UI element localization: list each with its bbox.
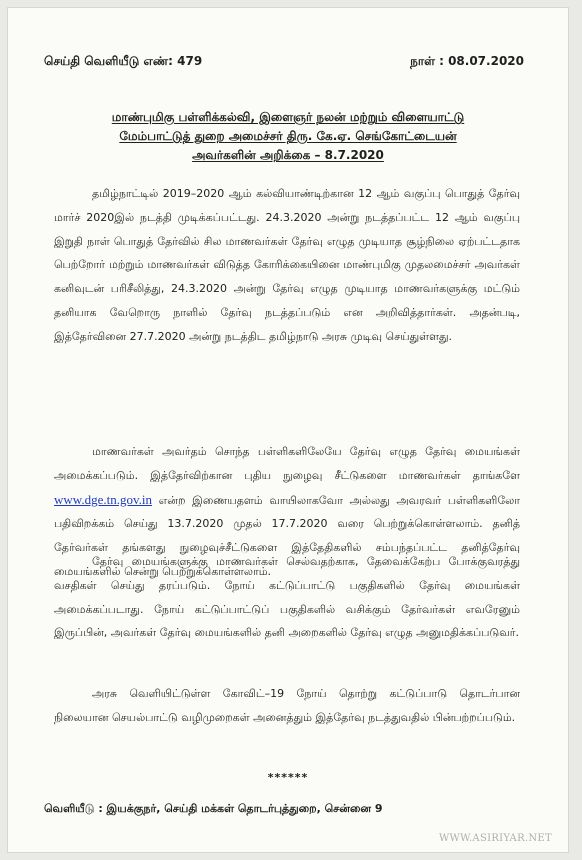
title-line-2: மேம்பாட்டுத் துறை அமைச்சர் திரு. கே.ஏ. செங்கோட்டையன்	[119, 129, 457, 143]
release-date: நாள் : 08.07.2020	[410, 54, 524, 68]
watermark: WWW.ASIRIYAR.NET	[438, 833, 552, 844]
paragraph-exam-rescheduling: தமிழ்நாட்டில் 2019–2020 ஆம் கல்வியாண்டிற்கான 12 ஆம் வகுப்பு பொதுத் தேர்வு மார்ச் 2020இல் நடத்தி முடிக்கப்பட்டது. 24.3.2020 அன்று நடத்தப்பட்ட 12 ஆம் வகுப்பு இறுதி நாள் பொதுத் தேர்வில் சில மாணவர்கள் தேர்வு எழுத முடியாத சூழ்நிலை ஏற்பட்டதாக பெற்றோர் மற்றும் மாணவர்கள் விடுத்த கோரிக்கையினை மாண்புமிகு முதலமைச்சர் அவர்கள் கனிவுடன் பரிசீலித்து, 24.3.2020 அன்று தேர்வு எழுத முடியாத மாணவர்களுக்கு மட்டும் தனியாக வேறொரு நாளில் தேர்வு நடத்தப்படும் என அறிவித்தார்கள். அதன்படி, இத்தேர்வினை 27.7.2020 அன்று நடத்திட தமிழ்நாடு அரசு முடிவு செய்துள்ளது.	[54, 187, 520, 343]
paragraph-hall-ticket-text-1: மாணவர்கள் அவர்தம் சொந்த பள்ளிகளிலேயே தேர்வு எழுத தேர்வு மையங்கள் அமைக்கப்படும். இத்தேர்விற்கான புதிய நுழைவு சீட்டுகளை மாணவர்கள் தாங்களே	[54, 445, 520, 482]
statement-title	[62, 108, 514, 165]
issuer-footer: வெளியீடு : இயக்குநர், செய்தி மக்கள் தொடர்புத்துறை, சென்னை 9	[44, 802, 383, 815]
header-row	[44, 54, 524, 74]
release-number: செய்தி வெளியீடு எண்: 479	[44, 54, 203, 68]
paragraph-transport-containment: தேர்வு மையங்களுக்கு மாணவர்கள் செல்வதற்காக, தேவைக்கேற்ப போக்குவரத்து வசதிகள் செய்து தரப்படும். நோய் கட்டுப்பாட்டு பகுதிகளில் தேர்வு மையங்கள் அமைக்கப்படாது. நோய் கட்டுப்பாட்டுப் பகுதிகளில் வசிக்கும் தேர்வர்கள் எவரேனும் இருப்பின், அவர்கள் தேர்வு மையங்களில் தனி அறைகளில் தேர்வு எழுத அனுமதிக்கப்படுவர்.	[54, 555, 520, 640]
end-marker-stars: ******	[267, 771, 309, 784]
paragraph-covid-guidelines: அரசு வெளியிட்டுள்ள கோவிட்–19 நோய் தொற்று கட்டுப்பாடு தொடர்பான நிலையான செயல்பாட்டு வழிமுறைகள் அனைத்தும் இத்தேர்வு நடத்துவதில் பின்பற்றப்படும்.	[54, 687, 520, 724]
paragraph-hall-ticket-text-2: என்ற இணையதளம் வாயிலாகவோ அல்லது அவரவர் பள்ளிகளிலோ பதிவிறக்கம் செய்து 13.7.2020 முதல் 17.7.2020 வரை பெற்றுக்கொள்ளலாம். தனித் தேர்வர்கள் தங்களது நுழைவுச்சீட்டுகளை இத்தேதிகளில் சம்பந்தப்பட்ட தனித்தேர்வு மையங்களில் சென்று பெற்றுக்கொள்ளலாம்.	[54, 493, 521, 578]
title-line-3: அவர்களின் அறிக்கை – 8.7.2020	[192, 148, 384, 162]
title-line-1: மாண்புமிகு பள்ளிக்கல்வி, இளைஞர் நலன் மற்றும் விளையாட்டு	[111, 110, 465, 124]
website-link[interactable]: www.dge.tn.gov.in	[54, 491, 152, 507]
press-release-page	[8, 8, 568, 852]
